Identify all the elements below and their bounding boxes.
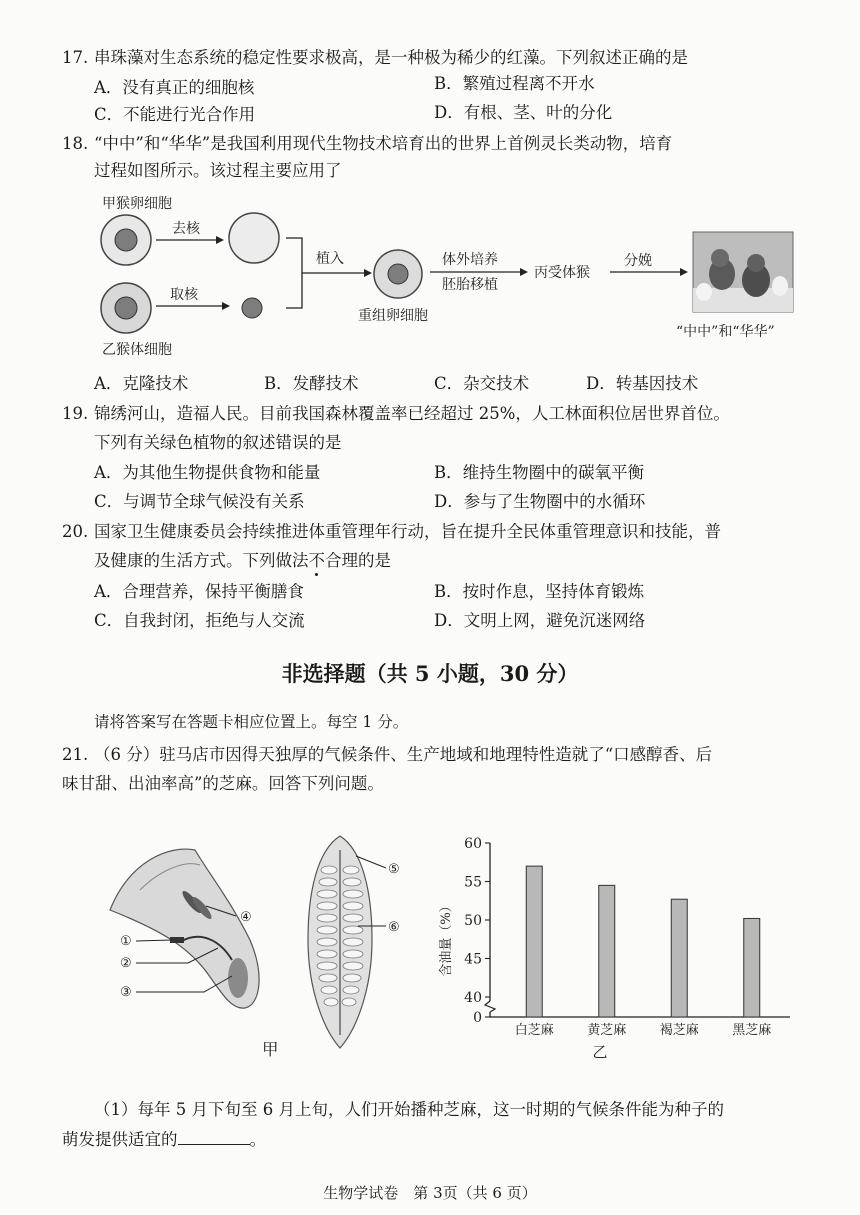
bar	[744, 918, 760, 1017]
q20-option-d[interactable]: D．文明上网，避免沉迷网络	[434, 611, 646, 630]
q21-sub1-line1: （1）每年 5 月下旬至 6 月上旬，人们开始播种芝麻，这一时期的气候条件能为种子的	[94, 1100, 724, 1119]
q19-option-c[interactable]: C．与调节全球气候没有关系	[94, 492, 305, 511]
y-axis-break	[485, 1001, 495, 1012]
y-axis-label: 含油量（%）	[439, 899, 454, 977]
q20-stem-line2: 及健康的生活方式。下列做法不合理的是	[94, 551, 391, 570]
somatic-cell-label: 乙猴体细胞	[102, 342, 172, 358]
q17-stem: 17. 串珠藻对生态系统的稳定性要求极高，是一种极为稀少的红藻。下列叙述正确的是	[62, 48, 688, 67]
egg-nucleus	[115, 229, 137, 251]
marker-3: ③	[120, 985, 132, 1000]
x-tick-label: 黑芝麻	[732, 1023, 772, 1038]
culture-label: 体外培养	[442, 252, 498, 268]
y-tick-label: 60	[464, 836, 482, 852]
q19-option-a[interactable]: A．为其他生物提供食物和能量	[94, 463, 321, 482]
q18-option-a[interactable]: A．克隆技术	[94, 374, 189, 393]
result-label: “中中”和“华华”	[676, 324, 775, 340]
q19-stem-line2: 下列有关绿色植物的叙述错误的是	[94, 433, 342, 452]
bar	[526, 866, 542, 1017]
emphasis-not: 不	[308, 551, 325, 570]
q20-stem-line1: 20. 国家卫生健康委员会持续推进体重管理年行动，旨在提升全民体重管理意识和技能，普	[62, 522, 721, 541]
oil-content-bar-chart	[430, 825, 800, 1065]
x-tick-label: 黄芝麻	[587, 1023, 627, 1038]
bar	[671, 899, 687, 1017]
y-tick-label: 55	[464, 874, 482, 891]
birth-label: 分娩	[624, 253, 652, 269]
surrogate-label: 丙受体猴	[534, 265, 590, 281]
answer-blank[interactable]	[178, 1130, 250, 1145]
figure-yi-label: 乙	[592, 1043, 608, 1061]
monkeys-photo	[693, 232, 793, 312]
q18-option-d[interactable]: D．转基因技术	[586, 374, 699, 393]
reconstructed-nucleus	[388, 264, 408, 284]
q17-option-d[interactable]: D．有根、茎、叶的分化	[434, 103, 613, 122]
donor-nucleus	[242, 298, 262, 318]
bar	[599, 885, 615, 1017]
page-footer: 生物学试卷 第 3页（共 6 页）	[323, 1184, 537, 1202]
transfer-label: 胚胎移植	[442, 277, 498, 293]
egg-cell-label: 甲猴卵细胞	[102, 196, 172, 212]
sesame-figure-jia	[100, 830, 420, 1060]
section-note: 请将答案写在答题卡相应位置上。每空 1 分。	[94, 713, 409, 731]
q20-option-c[interactable]: C．自我封闭，拒绝与人交流	[94, 611, 305, 630]
q19-option-d[interactable]: D．参与了生物圈中的水循环	[434, 492, 646, 511]
y-tick-label: 45	[464, 951, 482, 968]
q19-stem-line1: 19. 锦绣河山，造福人民。目前我国森林覆盖率已经超过 25%，人工林面积位居世界首位。	[62, 404, 730, 423]
section-title: 非选择题（共 5 小题，30 分）	[281, 661, 579, 686]
q21-sub1-line2: 萌发提供适宜的 。	[62, 1130, 266, 1149]
marker-1: ①	[120, 934, 132, 949]
x-tick-label: 白芝麻	[514, 1023, 554, 1038]
q21-stem-line1: 21. （6 分）驻马店市因得天独厚的气候条件、生产地域和地理特性造就了“口感醇香、后	[62, 745, 713, 764]
q17-option-c[interactable]: C．不能进行光合作用	[94, 105, 256, 124]
q17-option-b[interactable]: B．繁殖过程离不开水	[434, 74, 595, 93]
q19-option-b[interactable]: B．维持生物圈中的碳氧平衡	[434, 463, 645, 482]
q18-option-c[interactable]: C．杂交技术	[434, 374, 530, 393]
sesame-capsule-section	[308, 836, 372, 1048]
somatic-nucleus	[115, 297, 137, 319]
x-tick-label: 褐芝麻	[659, 1023, 699, 1038]
y-tick-label: 0	[473, 1010, 482, 1026]
y-tick-label: 50	[464, 913, 482, 929]
take-nucleus-label: 取核	[170, 287, 198, 303]
q21-stem-line2: 味甘甜、出油率高”的芝麻。回答下列问题。	[62, 774, 384, 793]
y-tick-label: 40	[464, 990, 482, 1006]
q17-option-a[interactable]: A．没有真正的细胞核	[94, 78, 255, 97]
figure-jia-label: 甲	[262, 1040, 279, 1059]
marker-2: ②	[120, 956, 132, 971]
marker-6: ⑥	[388, 920, 400, 935]
reconstructed-egg-label: 重组卵细胞	[358, 308, 428, 324]
merge-bracket	[286, 238, 302, 308]
implant-label: 植入	[316, 251, 344, 267]
q18-option-b[interactable]: B．发酵技术	[264, 374, 359, 393]
enucleated-egg	[229, 213, 279, 263]
sesame-seed-section	[110, 849, 259, 1008]
marker-4: ④	[240, 910, 252, 925]
cloning-process-diagram	[90, 188, 820, 364]
q18-stem-line1: 18. “中中”和“华华”是我国利用现代生物技术培育出的世界上首例灵长类动物，培育	[62, 134, 673, 153]
marker-5: ⑤	[388, 862, 400, 877]
q20-option-a[interactable]: A．合理营养，保持平衡膳食	[94, 582, 304, 601]
q20-option-b[interactable]: B．按时作息，坚持体育锻炼	[434, 582, 645, 601]
enucleate-label: 去核	[172, 221, 200, 237]
q18-stem-line2: 过程如图所示。该过程主要应用了	[94, 161, 342, 180]
